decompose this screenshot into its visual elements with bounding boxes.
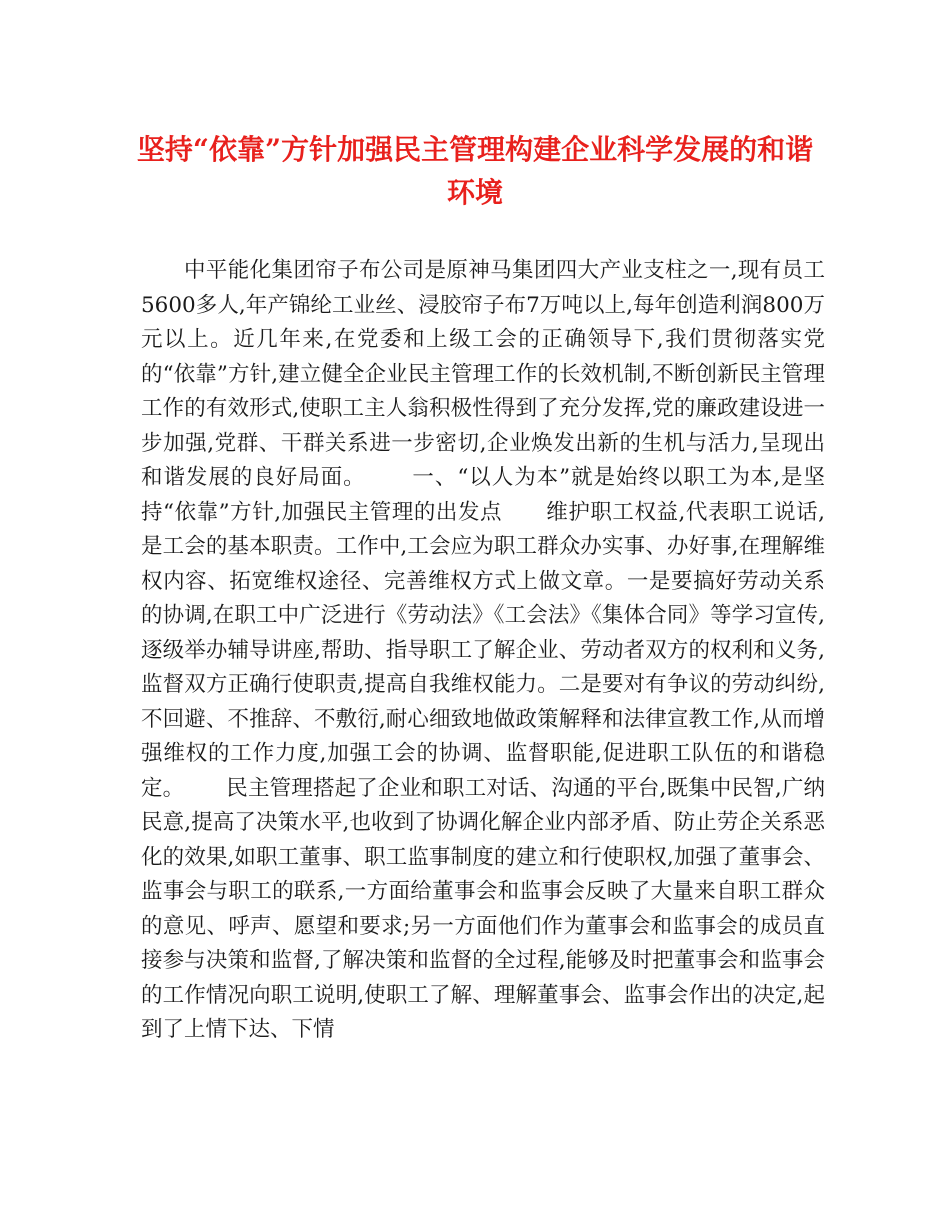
document-title: 坚持“依靠”方针加强民主管理构建企业科学发展的和谐环境 — [136, 133, 814, 209]
document-body-paragraph: 中平能化集团帘子布公司是原神马集团四大产业支柱之一,现有员工5600多人,年产锦纶工业丝、浸胶帘子布7万吨以上,每年创造利润800万元以上。近几年来,在党委和上级工会的正确领导下,我们贯彻落实党的“依靠”方针,建立健全企业民主管理工作的长效机制,不断创新民主管理工作的有效形式,使职工主人翁积极性得到了充分发挥,党的廉政建设进一步加强,党群、干群关系进一步密切,企业焕发出新的生机与活力,呈现出和谐发展的良好局面。 一、“以人为本”就是始终以职工为本,是坚持“依靠”方针,加强民主管理的出发点 维护职工权益,代表职工说话,是工会的基本职责。工作中,工会应为职工群众办实事、办好事,在理解维权内容、拓宽维权途径、完善维权方式上做文章。一是要搞好劳动关系的协调,在职工中广泛进行《劳动法》《工会法》《集体合同》等学习宣传,逐级举办辅导讲座,帮助、指导职工了解企业、劳动者双方的权利和义务,监督双方正确行使职责,提高自我维权能力。二是要对有争议的劳动纠纷,不回避、不推辞、不敷衍,耐心细致地做政策解释和法律宣教工作,从而增强维权的工作力度,加强工会的协调、监督职能,促进职工队伍的和谐稳定。 民主管理搭起了企业和职工对话、沟通的平台,既集中民智,广纳民意,提高了决策水平,也收到了协调化解企业内部矛盾、防止劳企关系恶化的效果,如职工董事、职工监事制度的建立和行使职权,加强了董事会、监事会与职工的联系,一方面给董事会和监事会反映了大量来自职工群众的意见、呼声、愿望和要求;另一方面他们作为董事会和监事会的成员直接参与决策和监督,了解决策和监督的全过程,能够及时把董事会和监事会的工作情况向职工说明,使职工了解、理解董事会、监事会作出的决定,起到了上情下达、下情 — [141, 258, 825, 1042]
